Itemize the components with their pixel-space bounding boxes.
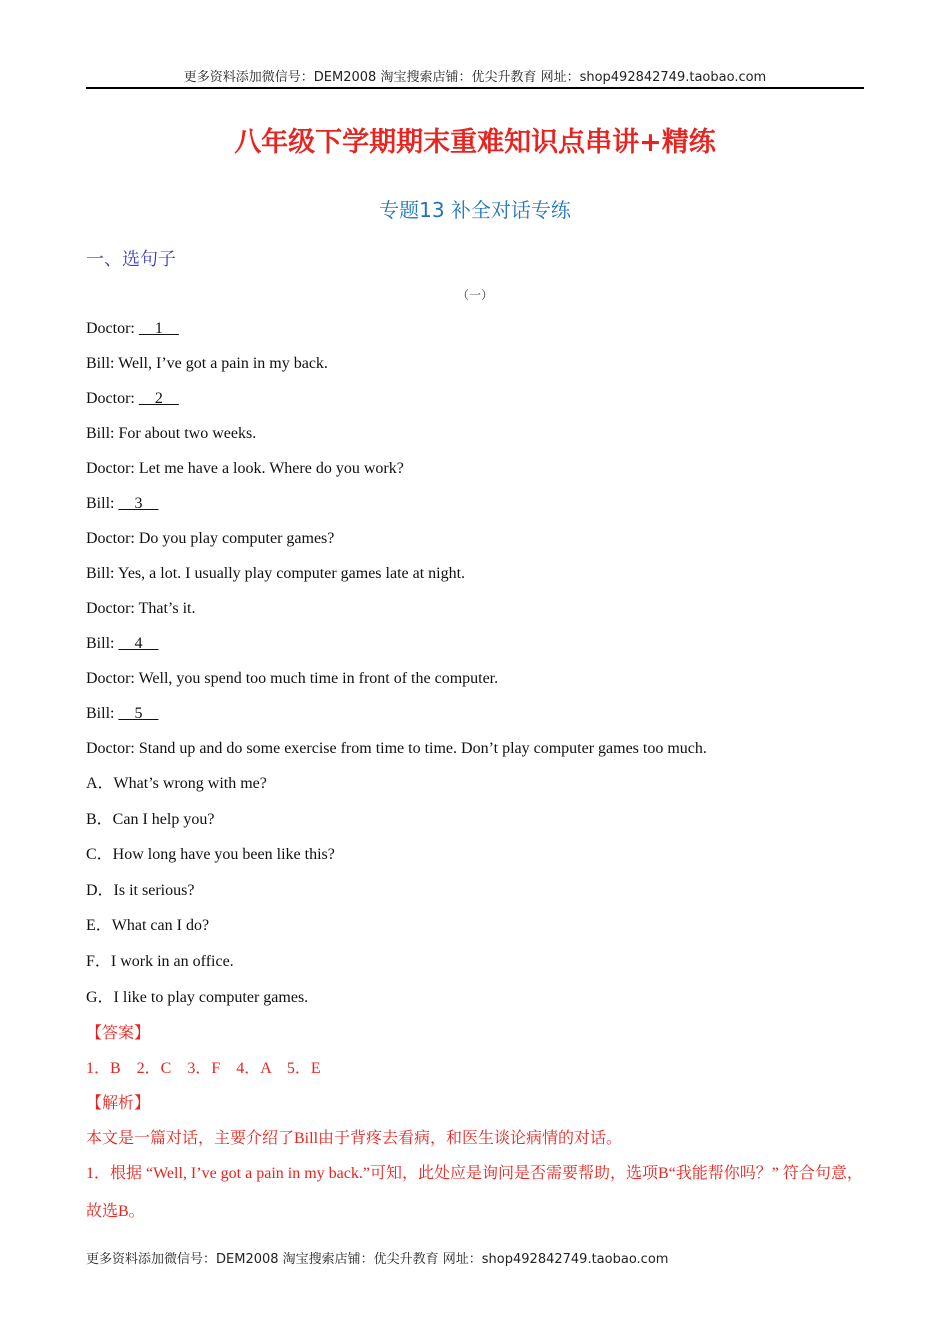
dialogue-line: Bill: Well, I’ve got a pain in my back.	[86, 355, 328, 372]
document-subtitle: 专题13 补全对话专练	[379, 198, 571, 222]
dialogue-line: Doctor: 1	[86, 320, 179, 337]
page-header: 更多资料添加微信号：DEM2008 淘宝搜索店铺：优尖升教育 网址：shop492842749.taobao.com	[86, 66, 864, 89]
dialogue	[86, 316, 864, 771]
option-item: C．How long have you been like this?	[86, 846, 335, 864]
dialogue-line: Doctor: Well, you spend too much time in front of the computer.	[86, 670, 499, 687]
dialogue-line: Bill: 5	[86, 705, 159, 722]
option-item: E．What can I do?	[86, 917, 210, 935]
answer-blank: 4	[118, 635, 159, 652]
answer-blank: 1	[138, 320, 179, 337]
option-item: D．Is it serious?	[86, 881, 195, 899]
option-item: F．I work in an office.	[86, 952, 234, 970]
answer-blank: 3	[118, 495, 159, 512]
dialogue-line: Bill: Yes, a lot. I usually play computer games late at night.	[86, 565, 466, 582]
option-item: B．Can I help you?	[86, 810, 215, 828]
option-item: A．What’s wrong with me?	[86, 775, 267, 792]
part-label: （一）	[456, 288, 493, 302]
answer-section	[86, 1021, 864, 1231]
answer-blank: 2	[138, 390, 179, 407]
section-heading: 一、选句子	[86, 249, 176, 270]
answer-label: 【答案】	[86, 1025, 151, 1042]
dialogue-line: Bill: 4	[86, 635, 159, 652]
dialogue-line: Doctor: Stand up and do some exercise from time to time. Don’t play computer games too much.	[86, 740, 707, 757]
answer-key: 1．B 2．C 3．F 4．A 5．E	[86, 1060, 321, 1077]
dialogue-line: Bill: 3	[86, 495, 159, 512]
analysis-intro: 本文是一篇对话，主要介绍了Bill由于背疼去看病，和医生谈论病情的对话。	[86, 1130, 623, 1147]
option-item: G．I like to play computer games.	[86, 988, 309, 1006]
dialogue-line: Bill: For about two weeks.	[86, 425, 257, 442]
dialogue-line: Doctor: That’s it.	[86, 600, 196, 617]
option-list	[86, 771, 864, 1020]
analysis-label: 【解析】	[86, 1095, 151, 1112]
analysis-item-1: 1．根据 “Well, I’ve got a pain in my back.”可知，此处应是询问是否需要帮助，选项B“我能帮你吗？” 符合句意，故选B。	[86, 1165, 863, 1220]
dialogue-line: Doctor: Let me have a look. Where do you work?	[86, 460, 404, 477]
page-footer: 更多资料添加微信号：DEM2008 淘宝搜索店铺：优尖升教育 网址：shop492842749.taobao.com	[86, 1252, 669, 1267]
dialogue-line: Doctor: Do you play computer games?	[86, 530, 335, 547]
answer-blank: 5	[118, 705, 159, 722]
document-title: 八年级下学期期末重难知识点串讲+精练	[234, 127, 716, 158]
dialogue-line: Doctor: 2	[86, 390, 179, 407]
